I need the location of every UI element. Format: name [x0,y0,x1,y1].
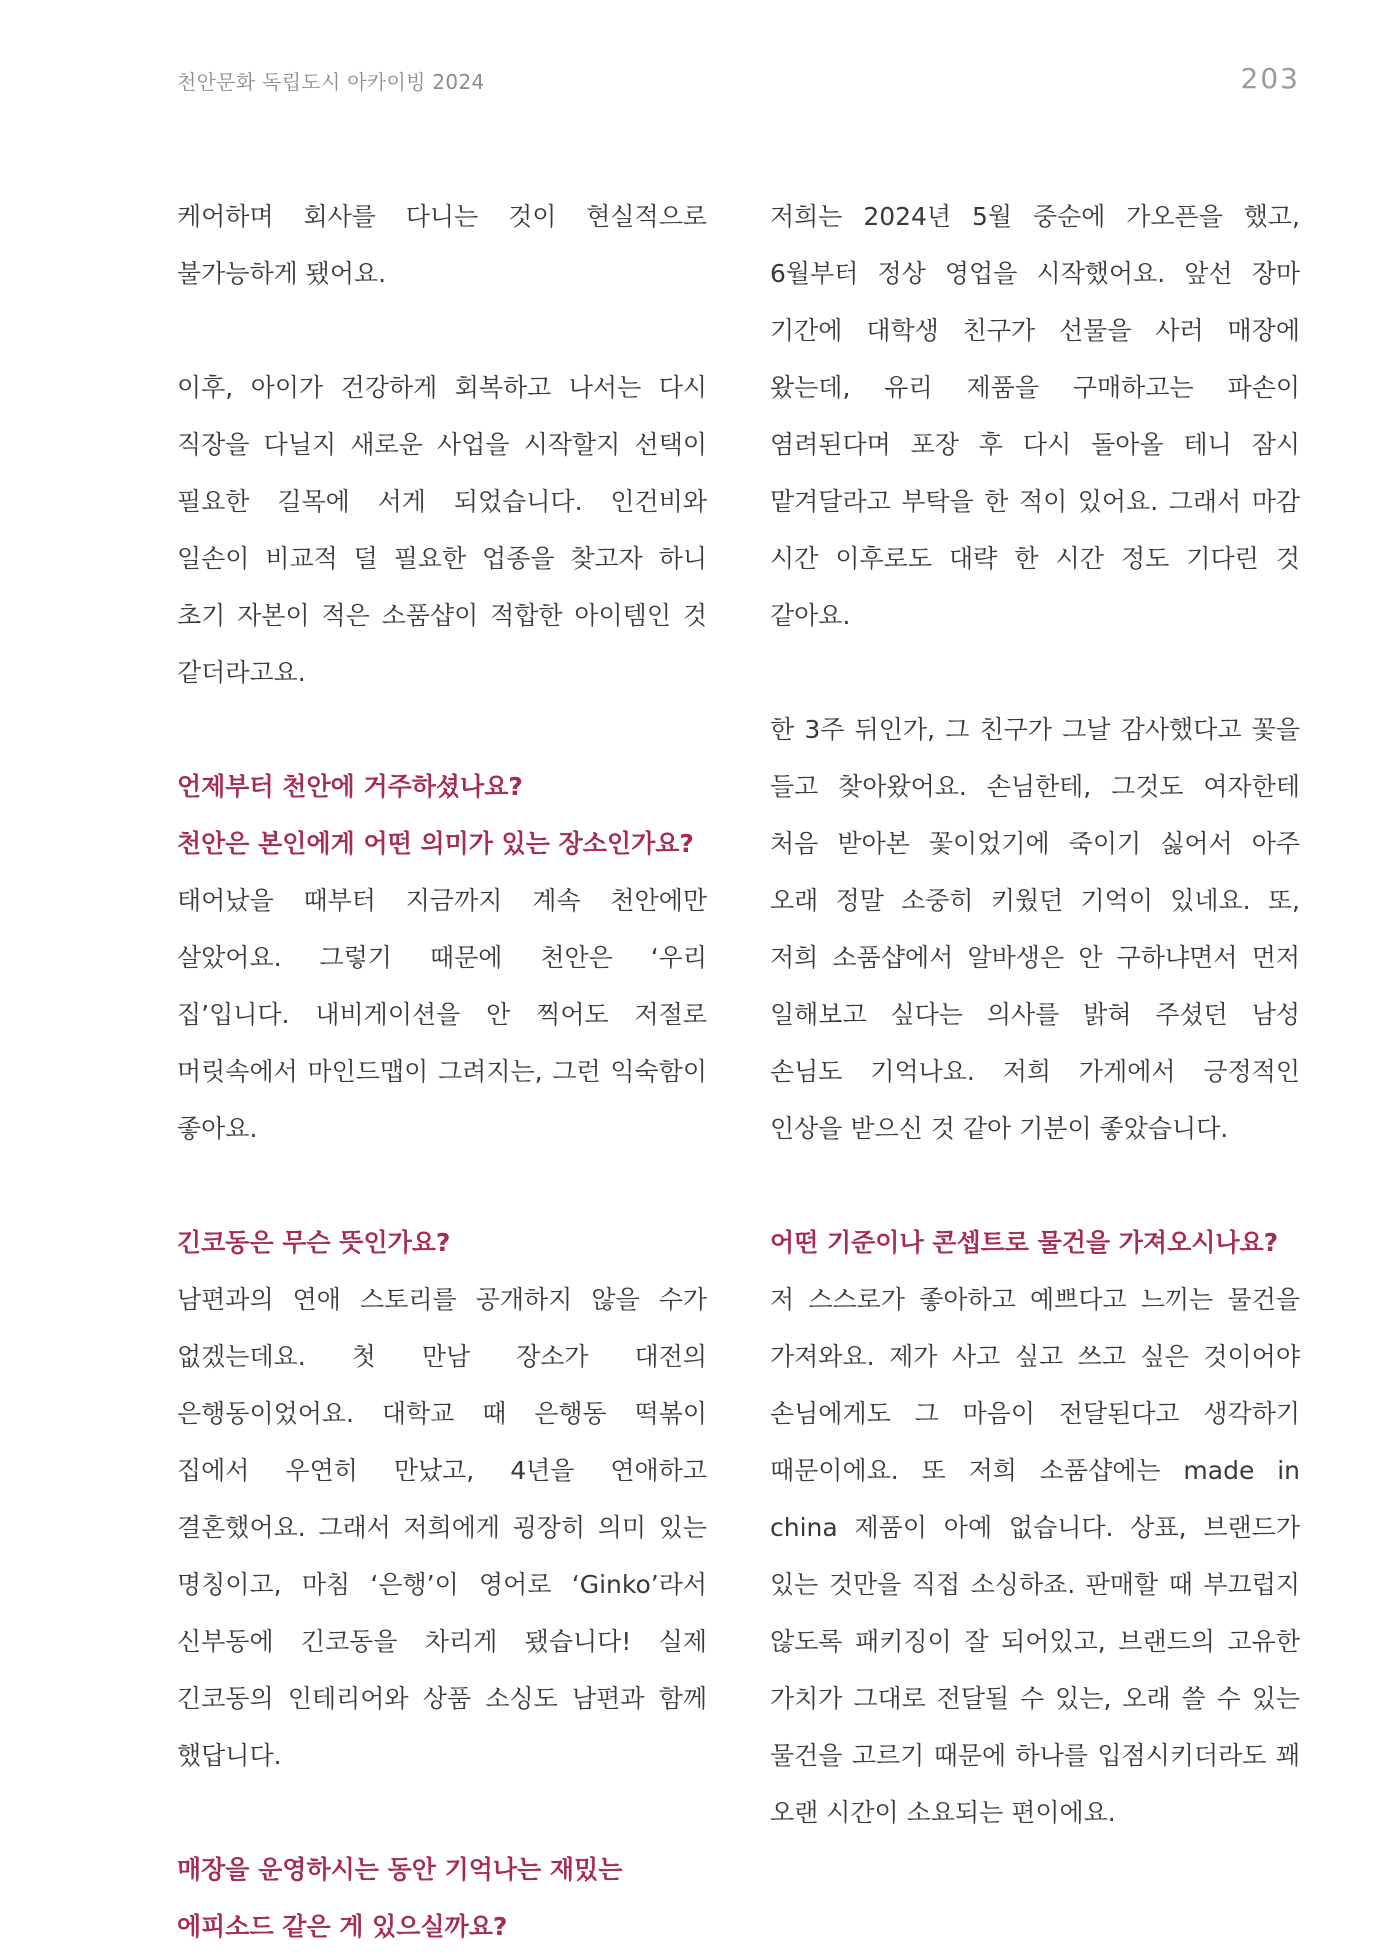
paragraph: 이후, 아이가 건강하게 회복하고 나서는 다시 직장을 다닐지 새로운 사업을 시작할지 선택이 필요한 길목에 서게 되었습니다. 인건비와 일손이 비교적 덜 필요한 업종을 찾고자 하니 초기 자본이 적은 소품샵이 적합한 아이템인 것 같더라고요. [177,373,707,687]
interview-question: 긴코동은 무슨 뜻인가요? [177,1228,451,1257]
paragraph: 저 스스로가 좋아하고 예쁘다고 느끼는 물건을 가져와요. 제가 사고 싶고 쓰고 싶은 것이어야 손님에게도 그 마음이 전달된다고 생각하기 때문이에요. 또 저희 소품샵에는 made in china 제품이 아예 없습니다. 상표, 브랜드가 있는 것만을 직접 소싱하죠. 판매할 때 부끄럽지 않도록 패키징이 잘 되어있고, 브랜드의 고유한 가치가 그대로 전달될 수 있는, 오래 쓸 수 있는 물건을 고르기 때문에 하나를 입점시키더라도 꽤 오랜 시간이 소요되는 편이에요. [770,1285,1300,1827]
interview-question: 어떤 기준이나 콘셉트로 물건을 가져오시나요? [770,1228,1279,1257]
paragraph: 저희는 2024년 5월 중순에 가오픈을 했고, 6월부터 정상 영업을 시작했어요. 앞선 장마 기간에 대학생 친구가 선물을 사러 매장에 왔는데, 유리 제품을 구매하고는 파손이 염려된다며 포장 후 다시 돌아올 테니 잠시 맡겨달라고 부탁을 한 적이 있어요. 그래서 마감 시간 이후로도 대략 한 시간 정도 기다린 것 같아요. [770,202,1300,630]
running-header: 천안문화 독립도시 아카이빙 2024 [177,70,485,94]
paragraph: 한 3주 뒤인가, 그 친구가 그날 감사했다고 꽃을 들고 찾아왔어요. 손님한테, 그것도 여자한테 처음 받아본 꽃이었기에 죽이기 싫어서 아주 오래 정말 소중히 키웠던 기억이 있네요. 또, 저희 소품샵에서 알바생은 안 구하냐면서 먼저 일해보고 싶다는 의사를 밝혀 주셨던 남성 손님도 기억나요. 저희 가게에서 긍정적인 인상을 받으신 것 같아 기분이 좋았습니다. [770,715,1300,1143]
paragraph: 태어났을 때부터 지금까지 계속 천안에만 살았어요. 그렇기 때문에 천안은 ‘우리 집’입니다. 내비게이션을 안 찍어도 저절로 머릿속에서 마인드맵이 그려지는, 그런 익숙함이 좋아요. [177,886,707,1143]
interview-question: 천안은 본인에게 어떤 의미가 있는 장소인가요? [177,829,694,858]
page-number: 203 [1240,62,1300,95]
interview-question: 언제부터 천안에 거주하셨나요? [177,772,523,801]
left-column [177,188,707,1955]
right-column [770,188,1300,1841]
interview-question: 매장을 운영하시는 동안 기억나는 재밌는 에피소드 같은 게 있으실까요? [177,1855,623,1941]
paragraph: 남편과의 연애 스토리를 공개하지 않을 수가 없겠는데요. 첫 만남 장소가 대전의 은행동이었어요. 대학교 때 은행동 떡볶이 집에서 우연히 만났고, 4년을 연애하고 결혼했어요. 그래서 저희에게 굉장히 의미 있는 명칭이고, 마침 ‘은행’이 영어로 ‘Ginko’라서 신부동에 긴코동을 차리게 됐습니다! 실제 긴코동의 인테리어와 상품 소싱도 남편과 함께 했답니다. [177,1285,707,1770]
paragraph: 케어하며 회사를 다니는 것이 현실적으로 불가능하게 됐어요. [177,202,707,288]
